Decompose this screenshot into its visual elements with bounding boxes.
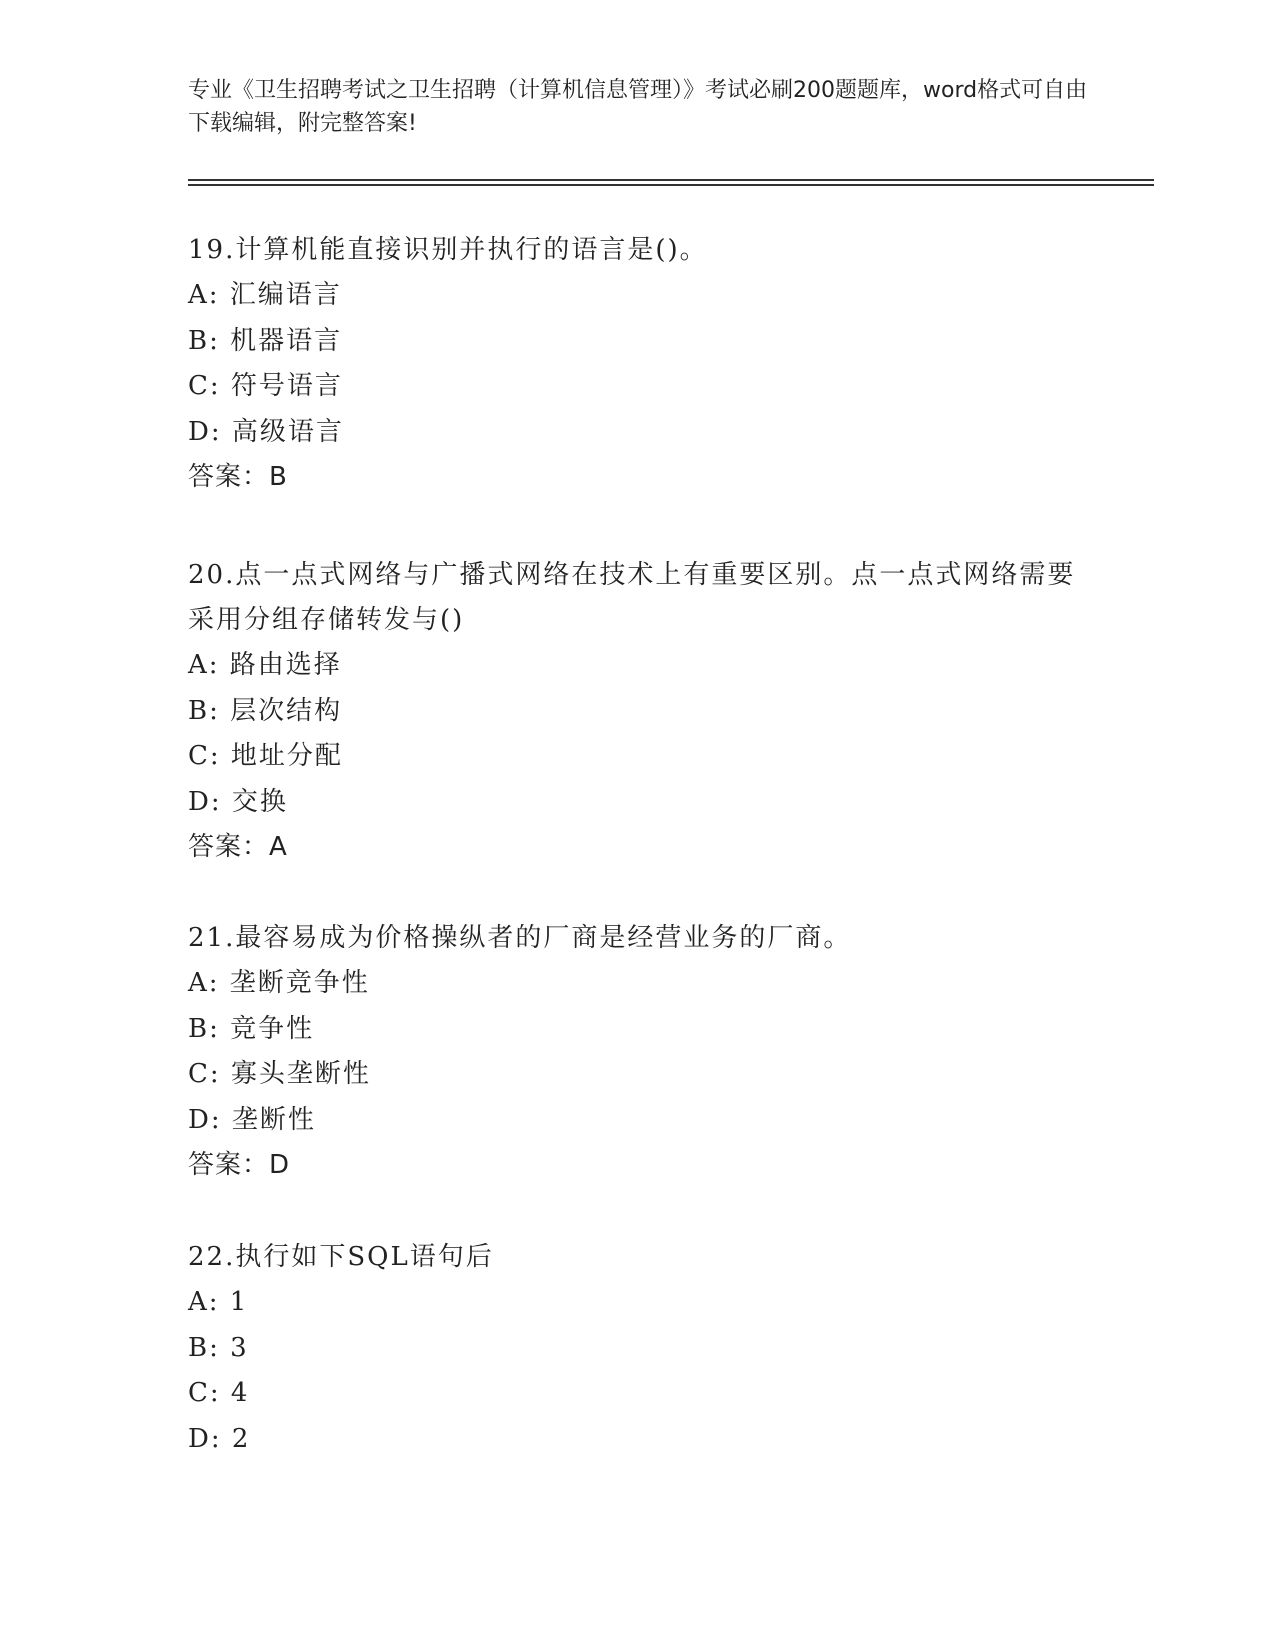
option-a: A: 汇编语言 <box>188 280 342 310</box>
option-b: B: 层次结构 <box>188 695 343 726</box>
option-d: D: 交换 <box>188 786 288 817</box>
question-text: 20.点一点式网络与广播式网络在技术上有重要区别。点一点式网络需要采用分组存储转发与() <box>188 560 1076 635</box>
option-c: C: 地址分配 <box>188 741 343 771</box>
option-c: C: 符号语言 <box>188 371 343 401</box>
option-c: C: 寡头垄断性 <box>188 1059 371 1089</box>
option-d: D: 高级语言 <box>188 416 344 447</box>
option-a: A: 路由选择 <box>188 650 342 680</box>
option-d: D: 2 <box>188 1423 251 1454</box>
question-text: 21.最容易成为价格操纵者的厂商是经营业务的厂商。 <box>188 923 852 953</box>
option-d: D: 垄断性 <box>188 1104 316 1135</box>
option-b: B: 机器语言 <box>188 325 343 356</box>
option-a: A: 垄断竞争性 <box>188 968 370 998</box>
option-b: B: 竞争性 <box>188 1013 315 1044</box>
option-c: C: 4 <box>188 1378 250 1408</box>
answer: 答案：A <box>188 832 288 862</box>
answer: 答案：D <box>188 1150 291 1180</box>
question-21 <box>188 916 1088 1188</box>
document-header: 专业《卫生招聘考试之卫生招聘（计算机信息管理）》考试必刷200题题库，word格式可自由下载编辑，附完整答案! <box>188 78 1088 136</box>
option-b: B: 3 <box>188 1332 249 1363</box>
question-text: 19.计算机能直接识别并执行的语言是()。 <box>188 235 708 265</box>
option-a: A: 1 <box>188 1287 249 1317</box>
header-divider-top <box>188 179 1154 181</box>
question-19 <box>188 228 1088 500</box>
question-text: 22.执行如下SQL语句后 <box>188 1242 494 1272</box>
answer: 答案：B <box>188 462 288 492</box>
question-20 <box>188 553 1088 870</box>
question-22 <box>188 1235 1088 1462</box>
header-divider-bottom <box>188 184 1154 186</box>
